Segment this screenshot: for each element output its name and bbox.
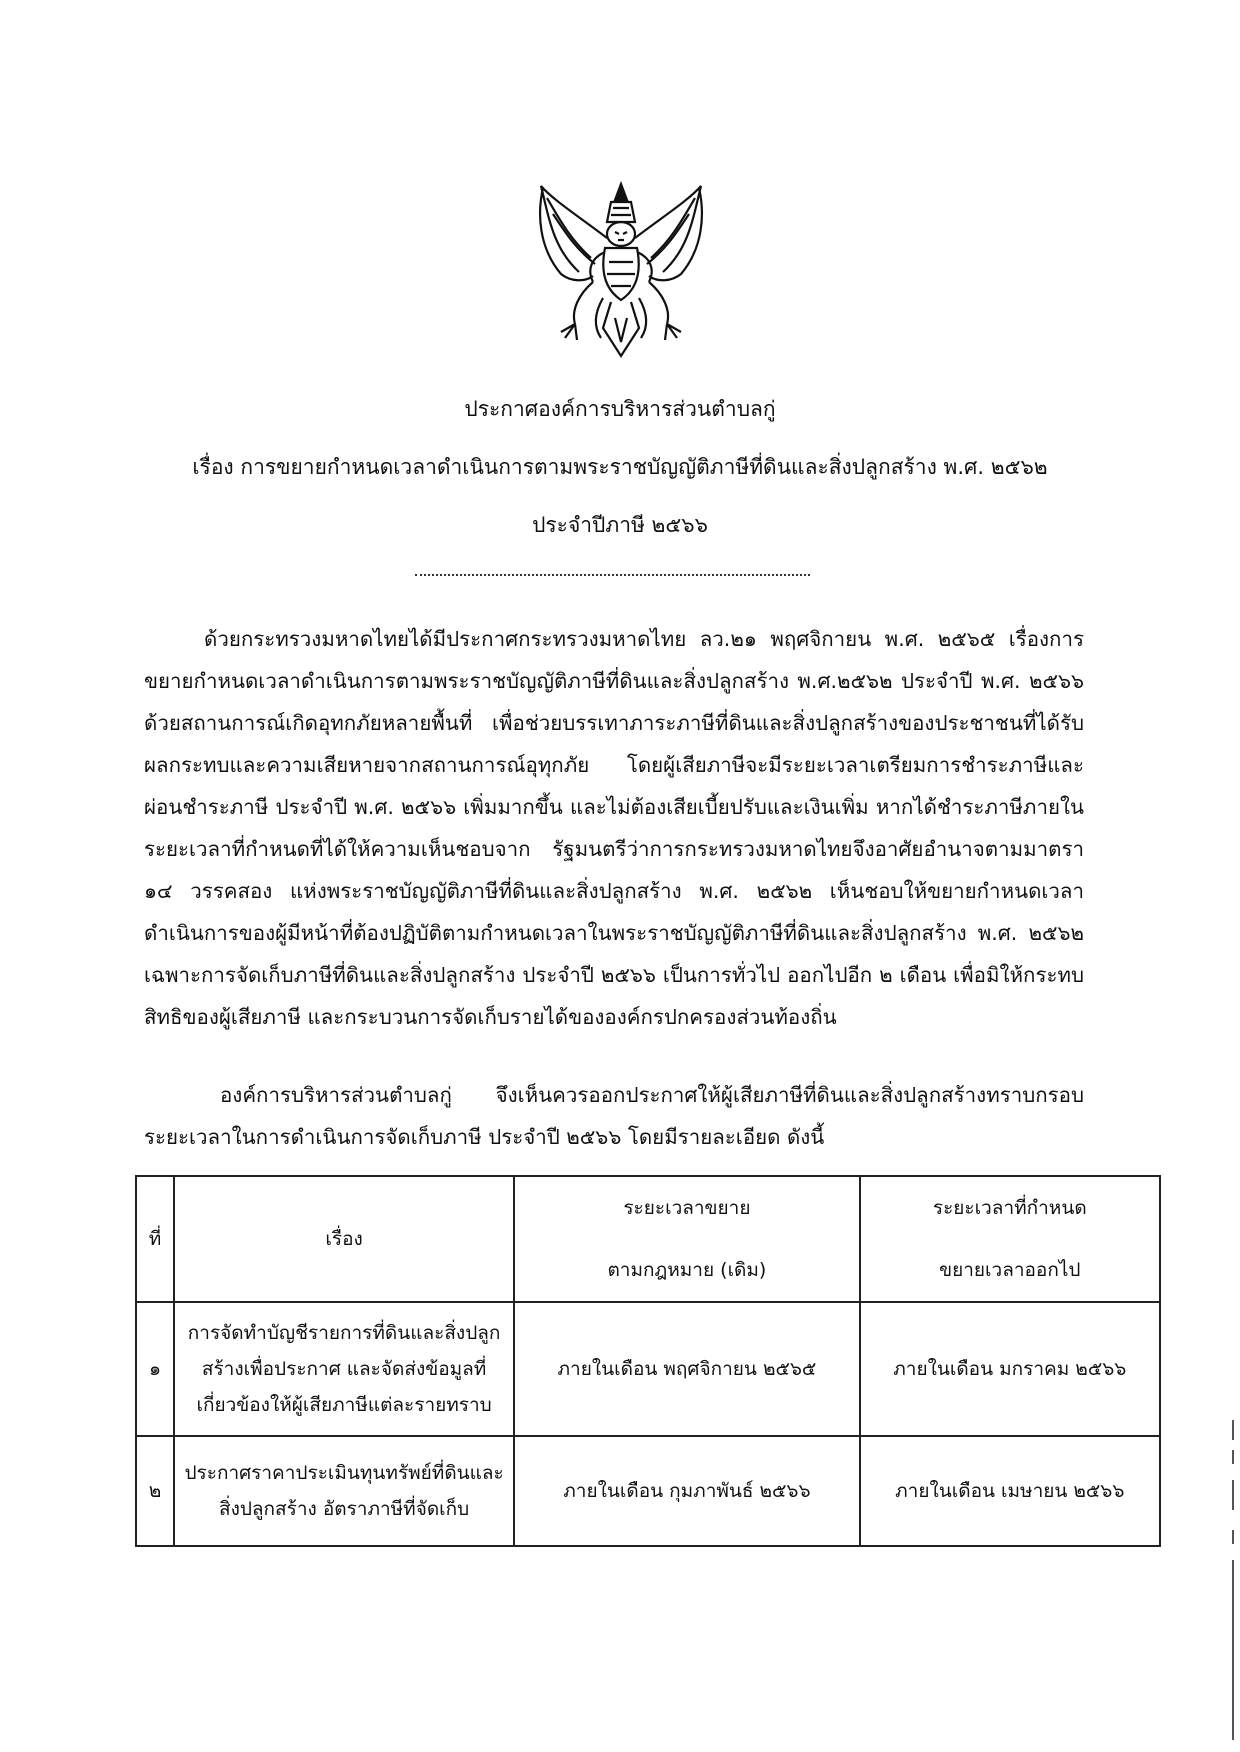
header-extended-period bbox=[860, 1176, 1160, 1302]
schedule-table bbox=[135, 1175, 1161, 1547]
scan-edge-mark bbox=[1232, 1420, 1234, 1440]
header-extended-line1: ระยะเวลาที่กำหนด bbox=[932, 1197, 1087, 1219]
row-subject-line: การจัดทำบัญชีรายการที่ดินและสิ่งปลูก bbox=[187, 1322, 501, 1344]
garuda-emblem-icon bbox=[531, 178, 711, 364]
header-subject: เรื่อง bbox=[174, 1176, 514, 1302]
table-row bbox=[136, 1436, 1160, 1546]
scan-edge-mark bbox=[1232, 1480, 1234, 1510]
row-extended-period: ภายในเดือน มกราคม ๒๕๖๖ bbox=[860, 1302, 1160, 1436]
header-no: ที่ bbox=[136, 1176, 174, 1302]
row-subject-line: เกี่ยวข้องให้ผู้เสียภาษีแต่ละรายทราบ bbox=[196, 1394, 492, 1416]
row-original-period: ภายในเดือน พฤศจิกายน ๒๕๖๕ bbox=[514, 1302, 859, 1436]
row-subject bbox=[174, 1436, 514, 1546]
row-original-period: ภายในเดือน กุมภาพันธ์ ๒๕๖๖ bbox=[514, 1436, 859, 1546]
row-number: ๒ bbox=[136, 1436, 174, 1546]
header-original-line1: ระยะเวลาขยาย bbox=[623, 1197, 751, 1219]
announcement-title: ประกาศองค์การบริหารส่วนตำบลกู่ bbox=[464, 397, 776, 421]
tax-year: ประจำปีภาษี ๒๕๖๖ bbox=[532, 513, 708, 537]
header-original-line2: ตามกฎหมาย (เดิม) bbox=[607, 1259, 767, 1281]
row-subject-line: ประกาศราคาประเมินทุนทรัพย์ที่ดินและ bbox=[184, 1462, 504, 1484]
scan-edge-mark bbox=[1232, 1560, 1234, 1740]
body-paragraph-2: องค์การบริหารส่วนตำบลกู่ จึงเห็นควรออกประกาศให้ผู้เสียภาษีที่ดินและสิ่งปลูกสร้างทราบกรอบระยะเวลาในการดำเนินการจัดเก็บภาษี ประจำปี ๒๕๖๖ โดยมีรายละเอียด ดังนี้ bbox=[144, 1083, 1084, 1149]
announcement-subject: เรื่อง การขยายกำหนดเวลาดำเนินการตามพระราชบัญญัติภาษีที่ดินและสิ่งปลูกสร้าง พ.ศ. ๒๕๖๒ bbox=[192, 455, 1048, 479]
row-number: ๑ bbox=[136, 1302, 174, 1436]
body-paragraph-1: ด้วยกระทรวงมหาดไทยได้มีประกาศกระทรวงมหาดไทย ลว.๒๑ พฤศจิกายน พ.ศ. ๒๕๖๕ เรื่องการขยายกำหนดเวลาดำเนินการตามพระราชบัญญัติภาษีที่ดินและสิ่งปลูกสร้าง พ.ศ.๒๕๖๒ ประจำปี พ.ศ. ๒๕๖๖ ด้วยสถานการณ์เกิดอุทกภัยหลายพื้นที่ เพื่อช่วยบรรเทาภาระภาษีที่ดินและสิ่งปลูกสร้างของประชาชนที่ได้รับผลกระทบและความเสียหายจากสถานการณ์อุทุกภัย โดยผู้เสียภาษีจะมีระยะเวลาเตรียมการชำระภาษีและผ่อนชำระภาษี ประจำปี พ.ศ. ๒๕๖๖ เพิ่มมากขึ้น และไม่ต้องเสียเบี้ยปรับและเงินเพิ่ม หากได้ชำระภาษีภายในระยะเวลาที่กำหนดที่ได้ให้ความเห็นชอบจาก รัฐมนตรีว่าการกระทรวงมหาดไทยจึงอาศัยอำนาจตามมาตรา ๑๔ วรรคสอง แห่งพระราชบัญญัติภาษีที่ดินและสิ่งปลูกสร้าง พ.ศ. ๒๕๖๒ เห็นชอบให้ขยายกำหนดเวลาดำเนินการของผู้มีหน้าที่ต้องปฏิบัติตามกำหนดเวลาในพระราชบัญญัติภาษีที่ดินและสิ่งปลูกสร้าง พ.ศ. ๒๕๖๒ เฉพาะการจัดเก็บภาษีที่ดินและสิ่งปลูกสร้าง ประจำปี ๒๕๖๖ เป็นการทั่วไป ออกไปอีก ๒ เดือน เพื่อมิให้กระทบสิทธิของผู้เสียภาษี และกระบวนการจัดเก็บรายได้ขององค์กรปกครองส่วนท้องถิ่น bbox=[144, 627, 1084, 1029]
header-original-period bbox=[514, 1176, 859, 1302]
table-row bbox=[136, 1302, 1160, 1436]
row-subject-line: สิ่งปลูกสร้าง อัตราภาษีที่จัดเก็บ bbox=[218, 1498, 470, 1520]
row-subject-line: สร้างเพื่อประกาศ และจัดส่งข้อมูลที่ bbox=[201, 1358, 487, 1380]
row-subject bbox=[174, 1302, 514, 1436]
dotted-divider bbox=[415, 574, 810, 576]
scan-edge-mark bbox=[1232, 1530, 1234, 1544]
table-header-row bbox=[136, 1176, 1160, 1302]
header-extended-line2: ขยายเวลาออกไป bbox=[939, 1259, 1081, 1281]
row-extended-period: ภายในเดือน เมษายน ๒๕๖๖ bbox=[860, 1436, 1160, 1546]
scan-edge-mark bbox=[1232, 1450, 1234, 1464]
